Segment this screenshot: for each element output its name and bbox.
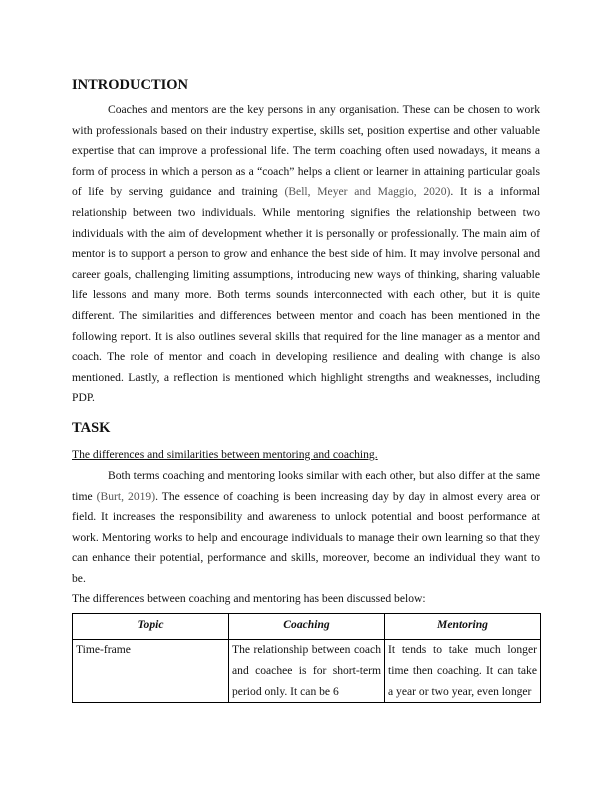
table-header-row bbox=[73, 614, 541, 640]
header-coaching: Coaching bbox=[229, 614, 385, 640]
task-subheading: The differences and similarities between mentoring and coaching. bbox=[72, 447, 378, 461]
introduction-text-1: Coaches and mentors are the key persons in any organisation. These can be chosen to work with professionals based on their industry expertise, skills set, position expertise and other valuable expertise that can improve a professional life. The term coaching often used nowadays, it means a form of process in which a person as a “coach” helps a client or learner in attaining particular goals of life by serving guidance and training bbox=[72, 103, 540, 199]
task-heading: TASK bbox=[72, 419, 111, 436]
header-topic: Topic bbox=[73, 614, 229, 640]
table-row bbox=[73, 640, 541, 703]
task-paragraph bbox=[72, 466, 540, 590]
introduction-citation: (Bell, Meyer and Maggio, 2020) bbox=[284, 185, 451, 199]
cell-coaching: The relationship between coach and coachee is for short-term period only. It can be 6 bbox=[229, 640, 385, 703]
task-citation: (Burt, 2019) bbox=[96, 489, 156, 503]
header-mentoring: Mentoring bbox=[385, 614, 541, 640]
document-page bbox=[72, 76, 540, 703]
cell-mentoring: It tends to take much longer time then coaching. It can take a year or two year, even longer bbox=[385, 640, 541, 703]
introduction-heading: INTRODUCTION bbox=[72, 77, 189, 93]
cell-topic: Time-frame bbox=[73, 640, 229, 703]
introduction-text-2: . It is a informal relationship between two individuals. While mentoring signifies the relationship between two individuals with the aim of development whether it is personally or professionally. The main aim of mentor is to support a person to grow and enhance the best side of him. It may involve personal and career goals, challenging limiting assumptions, introducing new ways of thinking, sharing valuable life lessons and many more. Both terms sounds interconnected with each other, but it is quite different. The similarities and differences between mentor and coach has been mentioned in the following report. It is also outlines several skills that required for the line manager as a mentor and coach. The role of mentor and coach in developing resilience and dealing with change is also mentioned. Lastly, a reflection is mentioned which highlight strengths and weaknesses, including PDP. bbox=[72, 185, 541, 405]
differences-table bbox=[72, 613, 541, 703]
task-text-1: Both terms coaching and mentoring looks similar with each other, but also differ at the same time bbox=[72, 468, 540, 503]
table-intro: The differences between coaching and mentoring has been discussed below: bbox=[72, 592, 426, 606]
task-text-2: . The essence of coaching is been increasing day by day in almost every area or field. It increases the responsibility and awareness to unlock potential and boost performance at work. Mentoring works to help and encourage individuals to manage their own learning so that they can enhance their potential, performance and skills, moreover, become an individual they want to be. bbox=[72, 489, 540, 585]
introduction-paragraph bbox=[72, 100, 540, 409]
